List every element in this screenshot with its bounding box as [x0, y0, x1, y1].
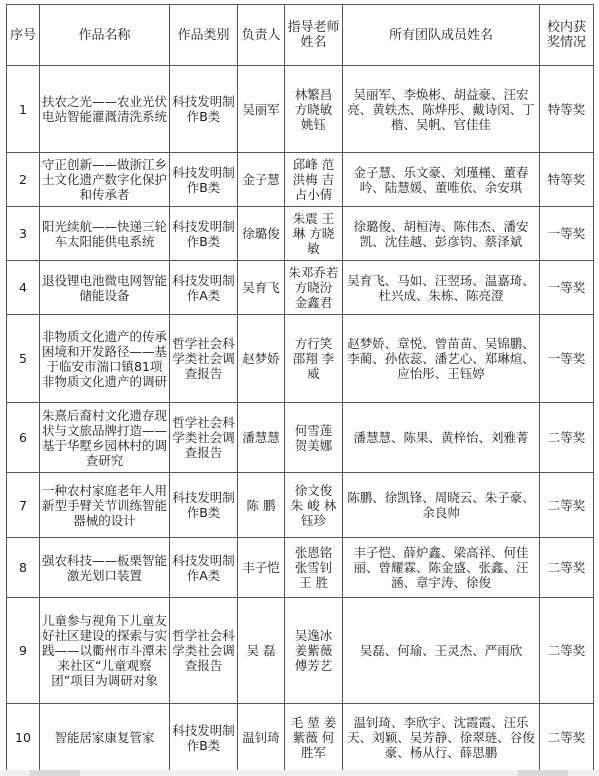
award-level: 二等奖 — [540, 704, 594, 772]
project-name: 守正创新——做浙江乡土文化遗产数字化保护和传承者 — [40, 153, 170, 207]
row-number: 3 — [7, 207, 40, 261]
row-number: 10 — [7, 704, 40, 772]
project-category: 哲学社会科学类社会调查报告 — [170, 403, 238, 473]
project-name: 智能居家康复管家 — [40, 704, 170, 772]
project-category: 科技发明制作A类 — [170, 261, 238, 315]
table-row — [7, 598, 594, 704]
header-no: 序号 — [7, 5, 40, 66]
project-category: 科技发明制作B类 — [170, 207, 238, 261]
project-name: 朱熹后裔村文化遗存现状与文旅品牌打造——基于华墅乡园林村的调查研究 — [40, 403, 170, 473]
project-advisors: 邱峰 范洪梅 吉占小倩 — [285, 153, 343, 207]
project-leader: 吴 磊 — [238, 598, 285, 704]
header-advisors: 指导老师姓名 — [285, 5, 343, 66]
project-leader: 吴丽军 — [238, 66, 285, 153]
project-advisors: 林繁昌 方晓敏 姚钰 — [285, 66, 343, 153]
team-members: 潘慧慧、陈果、黄梓怡、刘雅菁 — [343, 403, 540, 473]
table-row — [7, 473, 594, 538]
table-row — [7, 315, 594, 403]
row-number: 5 — [7, 315, 40, 403]
team-members: 吴丽军、李焕彬、胡益豪、汪宏亮、黄轶杰、陈烨彤、戴诗闵、丁楷、吴帆、官佳佳 — [343, 66, 540, 153]
project-advisors: 方行笑 邵翔 李威 — [285, 315, 343, 403]
table-row — [7, 207, 594, 261]
project-advisors: 吴逸冰 姜紫薇 傅芳艺 — [285, 598, 343, 704]
header-award: 校内获奖情况 — [540, 5, 594, 66]
project-category: 哲学社会科学类社会调查报告 — [170, 598, 238, 704]
project-category: 科技发明制作B类 — [170, 704, 238, 772]
header-category: 作品类别 — [170, 5, 238, 66]
row-number: 7 — [7, 473, 40, 538]
team-members: 陈鹏、徐凯锋、周晓云、朱子豪、余良帅 — [343, 473, 540, 538]
team-members: 赵梦娇、章悦、曾苗苗、吴锦鹏、李蔺、孙依蕊、潘艺心、郑琳煊、应怡彤、王钰婷 — [343, 315, 540, 403]
table-row — [7, 66, 594, 153]
project-category: 科技发明制作A类 — [170, 538, 238, 598]
table-row — [7, 704, 594, 772]
team-members: 吴育飞、马如、汪翌玚、温嘉琦、杜兴成、朱栋、陈亮澄 — [343, 261, 540, 315]
table-row — [7, 403, 594, 473]
row-number: 4 — [7, 261, 40, 315]
row-number: 6 — [7, 403, 40, 473]
project-name: 儿童参与视角下儿童友好社区建设的探索与实践——以衢州市斗潭未来社区“儿童观察团”项目为调研对象 — [40, 598, 170, 704]
project-leader: 徐璐俊 — [238, 207, 285, 261]
project-name: 非物质文化遗产的传承困境和开发路径——基于临安市湍口镇81项非物质文化遗产的调研 — [40, 315, 170, 403]
table-row — [7, 153, 594, 207]
award-level: 二等奖 — [540, 403, 594, 473]
award-level: 一等奖 — [540, 207, 594, 261]
row-number: 1 — [7, 66, 40, 153]
page-bottom-edge — [0, 770, 599, 776]
project-advisors: 徐文俊 朱 峻 林钰珍 — [285, 473, 343, 538]
award-level: 二等奖 — [540, 598, 594, 704]
page-edge-mark — [30, 770, 80, 776]
table-row — [7, 538, 594, 598]
award-level: 特等奖 — [540, 153, 594, 207]
project-leader: 陈 鹏 — [238, 473, 285, 538]
project-name: 阳光续航——快递三轮车太阳能供电系统 — [40, 207, 170, 261]
project-leader: 金子慧 — [238, 153, 285, 207]
project-name: 一种农村家庭老年人用新型手臂关节训练智能器械的设计 — [40, 473, 170, 538]
award-level: 一等奖 — [540, 315, 594, 403]
table-row — [7, 261, 594, 315]
project-leader: 吴育飞 — [238, 261, 285, 315]
project-leader: 潘慧慧 — [238, 403, 285, 473]
row-number: 2 — [7, 153, 40, 207]
project-advisors: 朱邓乔若 方晓汾 金鑫君 — [285, 261, 343, 315]
project-leader: 温钊琦 — [238, 704, 285, 772]
header-leader: 负责人 — [238, 5, 285, 66]
project-leader: 丰子恺 — [238, 538, 285, 598]
awards-table — [6, 4, 594, 772]
team-members: 徐璐俊、胡桓涛、陈伟杰、潘安凯、沈佳越、彭彦钧、蔡泽斌 — [343, 207, 540, 261]
award-level: 一等奖 — [540, 261, 594, 315]
project-category: 科技发明制作B类 — [170, 473, 238, 538]
project-advisors: 毛 堃 姜紫薇 何胜军 — [285, 704, 343, 772]
project-name: 强农科技——板栗智能激光划口装置 — [40, 538, 170, 598]
team-members: 丰子恺、薛炉鑫、梁高祥、何佳丽、曾耀霖、陈金盛、张鑫、汪涵、章宇涛、徐俊 — [343, 538, 540, 598]
project-category: 科技发明制作B类 — [170, 153, 238, 207]
award-level: 二等奖 — [540, 538, 594, 598]
header-row — [7, 5, 594, 66]
project-category: 科技发明制作B类 — [170, 66, 238, 153]
project-advisors: 何雪莲 贺美娜 — [285, 403, 343, 473]
team-members: 金子慧、乐文豪、刘瑾槿、董春吟、陆慧媛、董唯依、余安琪 — [343, 153, 540, 207]
project-name: 退役锂电池微电网智能储能设备 — [40, 261, 170, 315]
team-members: 温钊琦、李欣宇、沈霞霞、汪乐天、刘颖、吴芳静、徐翠琏、谷俊豪、杨从行、薛思鹏 — [343, 704, 540, 772]
project-category: 哲学社会科学类社会调查报告 — [170, 315, 238, 403]
award-level: 特等奖 — [540, 66, 594, 153]
project-advisors: 张恩铭 张雪钊 王 胜 — [285, 538, 343, 598]
project-advisors: 朱震 王琳 方晓敏 — [285, 207, 343, 261]
page-edge-mark — [518, 770, 568, 776]
team-members: 吴磊、何瑜、王灵杰、严雨欣 — [343, 598, 540, 704]
award-level: 二等奖 — [540, 473, 594, 538]
header-members: 所有团队成员姓名 — [343, 5, 540, 66]
project-name: 扶农之光——农业光伏电站智能灌溉清洗系统 — [40, 66, 170, 153]
row-number: 8 — [7, 538, 40, 598]
row-number: 9 — [7, 598, 40, 704]
project-leader: 赵梦娇 — [238, 315, 285, 403]
header-name: 作品名称 — [40, 5, 170, 66]
